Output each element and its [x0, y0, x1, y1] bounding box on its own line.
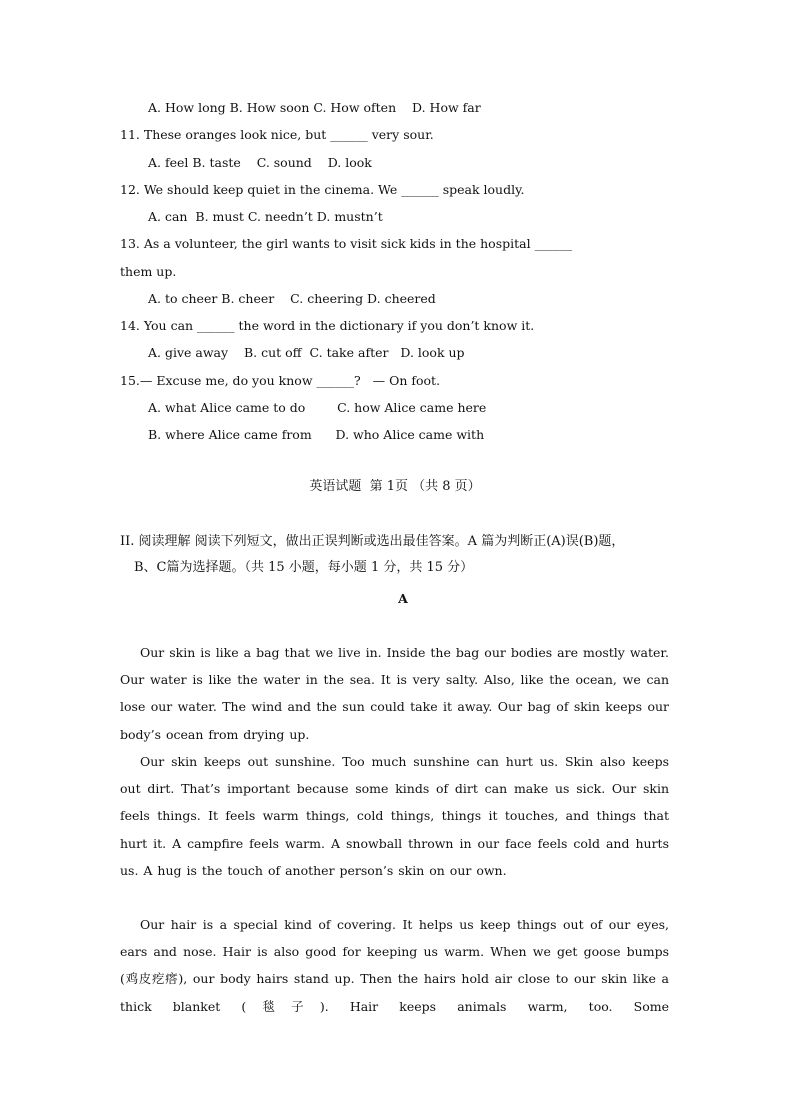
- passage-paragraph: [120, 748, 669, 884]
- passage-paragraph: [120, 911, 669, 1020]
- q15-stem: 15.— Excuse me, do you know ______? — On foot.: [120, 373, 441, 388]
- q14-stem: 14. You can ______ the word in the dictionary if you don’t know it.: [120, 318, 535, 333]
- page-footer: 英语试题 第 1页 （共 8 页）: [309, 479, 481, 494]
- passage-label: A: [398, 591, 408, 606]
- q12-stem: 12. We should keep quiet in the cinema. We ______ speak loudly.: [120, 182, 525, 197]
- q10-options: A. How long B. How soon C. How often D. How far: [148, 100, 481, 115]
- q11-options: A. feel B. taste C. sound D. look: [148, 155, 372, 170]
- paragraph-text: Our hair is a special kind of covering. It helps us keep things out of our eyes, ears and nose. Hair is also good for keeping us warm. When we get goose bumps (鸡皮疙瘩), our body hairs stand up. Then the hairs hold air close to our skin like a thick blanket (毯子). Hair keeps animals warm, too. Some: [120, 917, 669, 1014]
- q15-options-row1: A. what Alice came to do C. how Alice came here: [148, 400, 487, 415]
- q13-stem-continued: them up.: [120, 264, 177, 279]
- q14-options: A. give away B. cut off C. take after D. look up: [148, 345, 465, 360]
- q13-stem: 13. As a volunteer, the girl wants to visit sick kids in the hospital ______: [120, 236, 573, 251]
- q15-options-row2: B. where Alice came from D. who Alice came with: [148, 427, 485, 442]
- q11-stem: 11. These oranges look nice, but ______ very sour.: [120, 127, 434, 142]
- paragraph-text: Our skin is like a bag that we live in. Inside the bag our bodies are mostly water. Our water is like the water in the sea. It is very salty. Also, like the ocean, we can lose our water. The wind and the sun could take it away. Our bag of skin keeps our body’s ocean from drying up.: [120, 645, 669, 742]
- paragraph-text: Our skin keeps out sunshine. Too much sunshine can hurt us. Skin also keeps out dirt. That’s important because some kinds of dirt can make us sick. Our skin feels things. It feels warm things, cold things, things it touches, and things that hurt it. A campfire feels warm. A snowball thrown in our face feels cold and hurts us. A hug is the touch of another person’s skin on our own.: [120, 754, 669, 878]
- q13-options: A. to cheer B. cheer C. cheering D. cheered: [148, 291, 436, 306]
- section-heading: II. 阅读理解 阅读下列短文，做出正误判断或选出最佳答案。A 篇为判断正(A)误(B)题，: [120, 534, 625, 549]
- passage-paragraph: [120, 639, 669, 748]
- section-subheading: B、C篇为选择题。（共 15 小题，每小题 1 分，共 15 分）: [134, 560, 474, 575]
- q12-options: A. can B. must C. needn’t D. mustn’t: [148, 209, 383, 224]
